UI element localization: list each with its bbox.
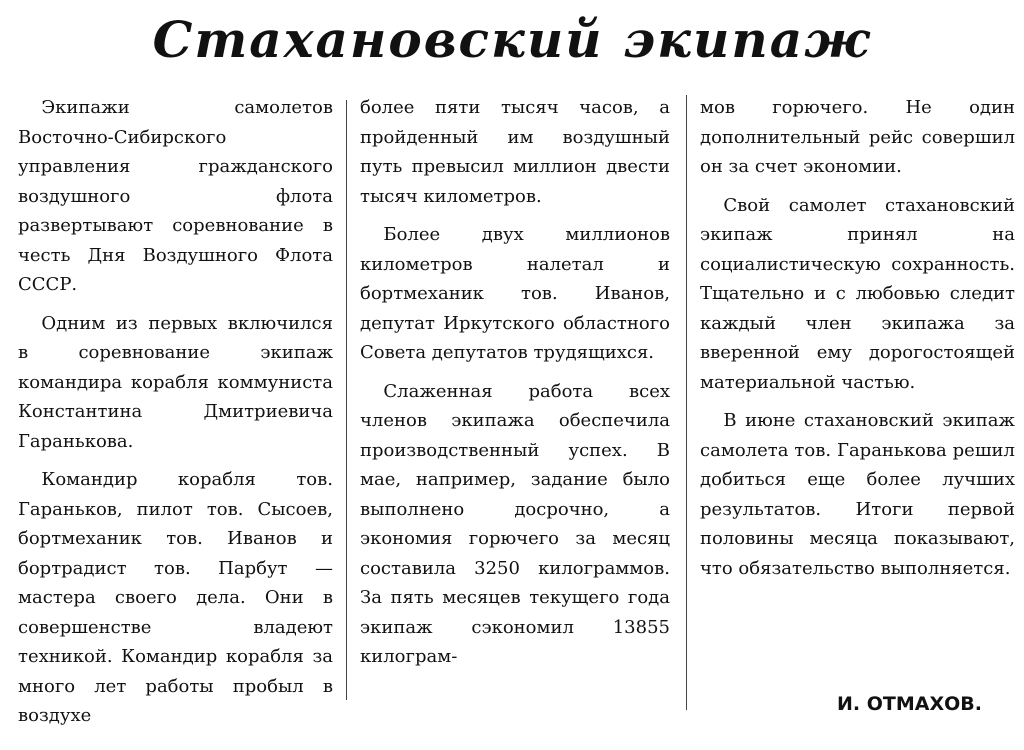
- paragraph: Командир корабля тов. Гараньков, пилот тов. Сысоев, бортмеханик тов. Иванов и бортрадист тов. Парбут — мастера своего дела. Они в совершенстве владеют техникой. Командир корабля за много лет работы пробыл в воздухе: [18, 469, 333, 726]
- article-column-1: [18, 93, 333, 740]
- paragraph: Свой самолет стахановский экипаж принял на социалистическую сохранность. Тщательно и с любовью следит каждый член экипажа за вверенной ему дорогостоящей материальной частью.: [700, 194, 1015, 393]
- article-column-2: [360, 93, 670, 681]
- paragraph: более пяти тысяч часов, а пройденный им воздушный путь превысил миллион двести тысяч километров.: [360, 97, 670, 207]
- paragraph: мов горючего. Не один дополнительный рейс совершил он за счет экономии.: [700, 97, 1015, 177]
- column-divider: [686, 95, 687, 710]
- paragraph: В июне стахановский экипаж самолета тов. Гаранькова решил добиться еще более лучших результатов. Итоги первой половины месяца показывают, что обязательство выполняется.: [700, 410, 1015, 579]
- paragraph: Слаженная работа всех членов экипажа обеспечила производственный успех. В мае, например, задание было выполнено досрочно, а экономия горючего за месяц составила 3250 килограммов. За пять месяцев текущего года экипаж сэкономил 13855 килограм-: [360, 380, 670, 667]
- article-headline: Стахановский экипаж: [152, 10, 872, 69]
- paragraph: Экипажи самолетов Восточно-Сибирского управления гражданского воздушного флота развертывают соревнование в честь Дня Воздушного Флота СССР.: [18, 97, 333, 295]
- author-signature: И. ОТМАХОВ.: [837, 693, 982, 715]
- article-column-3: [700, 93, 1015, 592]
- column-divider: [346, 100, 347, 700]
- paragraph: Более двух миллионов километров налетал и бортмеханик тов. Иванов, депутат Иркутского областного Совета депутатов трудящихся.: [360, 224, 670, 363]
- paragraph: Одним из первых включился в соревнование экипаж командира корабля коммуниста Константина Дмитриевича Гаранькова.: [18, 312, 333, 452]
